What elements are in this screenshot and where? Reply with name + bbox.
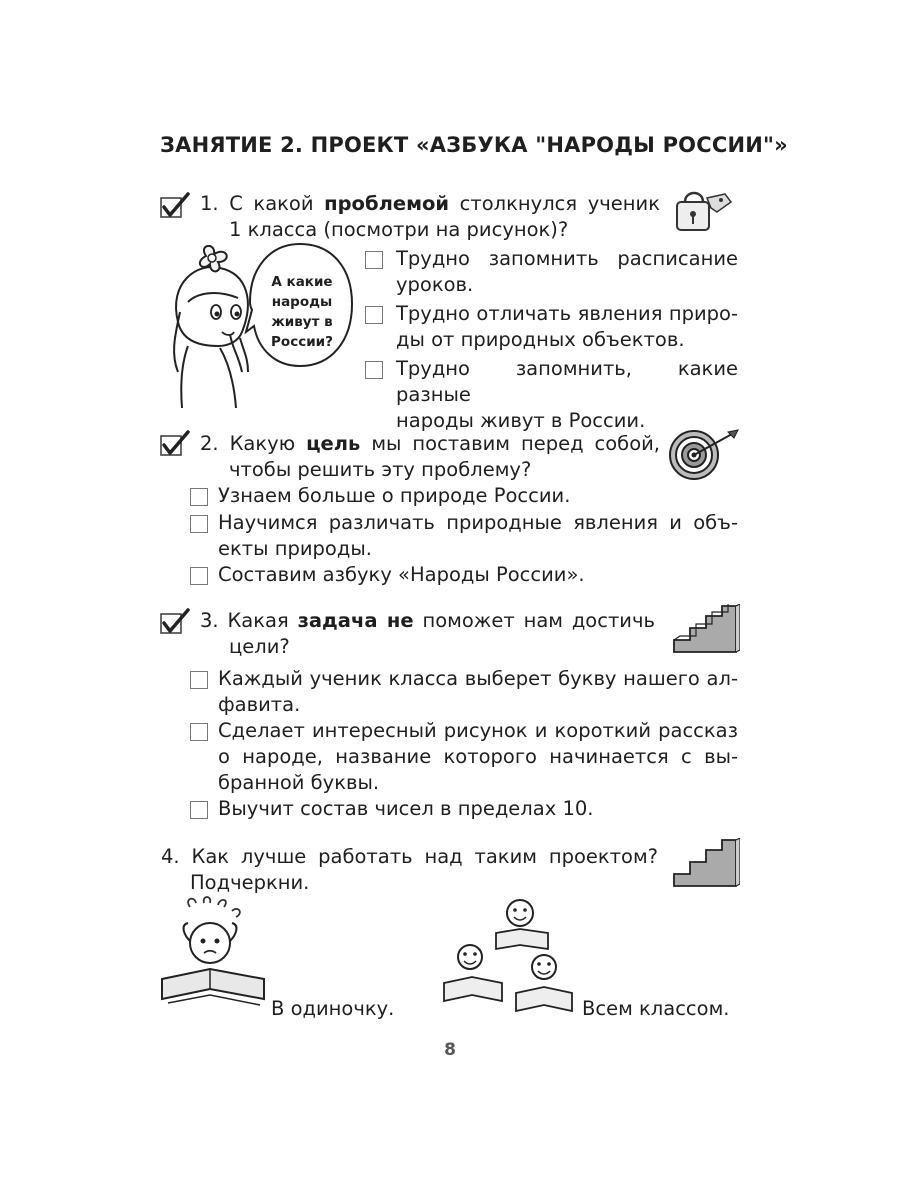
question-2 — [200, 431, 660, 483]
question-4-line-1: 4. Как лучше работать над таким проектом? — [161, 845, 658, 868]
class-group-reading-illustration — [440, 893, 575, 1018]
q2-option-1: Узнаем больше о природе России. — [218, 484, 571, 507]
q2-option-3: Составим азбуку «Народы России». — [218, 563, 585, 586]
page-number: 8 — [444, 1040, 456, 1060]
option-alone[interactable]: В одиночку. — [271, 997, 395, 1020]
q2-option-2: Научимся различать природные явления и объ- екты природы. — [218, 511, 738, 560]
checkmark-icon — [160, 430, 190, 458]
target-icon — [668, 428, 740, 482]
checkmark-icon — [160, 608, 190, 636]
q3-option-3: Выучит состав чисел в пределах 10. — [218, 797, 594, 820]
q1-option-1: Трудно запомнить расписание уроков. — [396, 247, 738, 296]
q2-option-3-checkbox[interactable] — [190, 567, 208, 585]
question-3-line-1: 3. Какая задача не поможет нам достичь — [200, 609, 655, 632]
child-reading-alone-illustration — [160, 895, 270, 1010]
question-4-line-2: Подчеркни. — [190, 871, 310, 894]
page-title: ЗАНЯТИЕ 2. ПРОЕКТ «АЗБУКА "НАРОДЫ РОССИИ"» — [160, 133, 788, 157]
checkmark-icon — [160, 192, 190, 220]
q1-option-2-checkbox[interactable] — [365, 306, 383, 324]
question-1-line-2: 1 класса (посмотри на рисунок)? — [229, 218, 569, 241]
q2-option-2-checkbox[interactable] — [190, 515, 208, 533]
q3-option-1: Каждый ученик класса выберет букву нашего ал- фавита. — [218, 667, 738, 716]
question-3-line-2: цели? — [229, 635, 290, 658]
question-3 — [200, 608, 655, 660]
stairs-icon — [670, 604, 740, 656]
stairs-icon — [670, 838, 740, 890]
question-2-line-2: чтобы решить эту проблему? — [229, 458, 532, 481]
question-1 — [200, 191, 660, 243]
q1-option-3-checkbox[interactable] — [365, 361, 383, 379]
speech-bubble-text: А какие народы живут в России? — [271, 274, 333, 350]
q1-option-2: Трудно отличать явления приро- ды от природных объектов. — [396, 302, 738, 351]
question-2-line-1: 2. Какую цель мы поставим перед собой, — [200, 432, 661, 455]
option-whole-class[interactable]: Всем классом. — [582, 997, 730, 1020]
q1-option-1-checkbox[interactable] — [365, 251, 383, 269]
question-4 — [161, 844, 658, 896]
q1-option-3: Трудно запомнить, какие разные народы живут в России. — [396, 357, 738, 432]
padlock-icon — [667, 186, 737, 236]
question-1-line-1: 1. С какой проблемой столкнулся ученик — [200, 192, 660, 215]
q3-option-2-checkbox[interactable] — [190, 723, 208, 741]
q3-option-1-checkbox[interactable] — [190, 671, 208, 689]
q3-option-3-checkbox[interactable] — [190, 801, 208, 819]
q3-option-2: Сделает интересный рисунок и короткий рассказ о народе, название которого начинается с вы- бранной буквы. — [218, 719, 738, 794]
q2-option-1-checkbox[interactable] — [190, 488, 208, 506]
